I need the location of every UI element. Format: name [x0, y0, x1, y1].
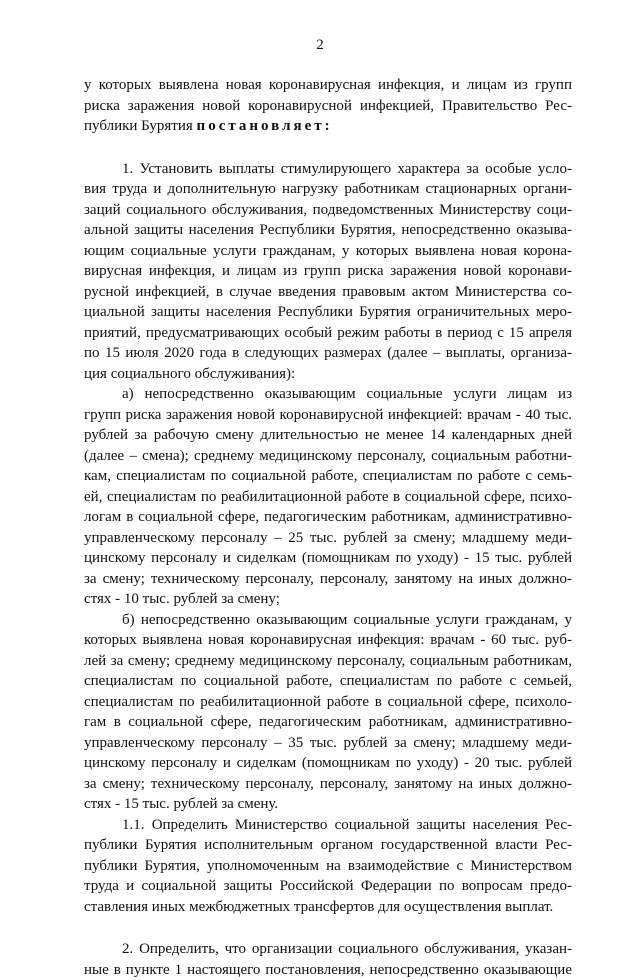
text-line: по 15 июля 2020 года в следующих размерах (далее – выплаты, организа-: [84, 343, 572, 364]
text-line: рублей за рабочую смену длительностью не менее 14 календарных дней: [84, 425, 572, 446]
text-line: публики Бурятия исполнительным органом государственной власти Рес-: [84, 835, 572, 856]
paragraph-1b: [84, 610, 572, 815]
text-line: специалистам по социальной работе, специалистам по работе с семьей,: [84, 671, 572, 692]
paragraph-1a: [84, 384, 572, 610]
text-line: альной защиты населения Республики Бурятия, непосредственно оказыва-: [84, 220, 572, 241]
text-line: 1.1. Определить Министерство социальной защиты населения Рес-: [84, 815, 572, 836]
text-line: заций социального обслуживания, подведомственных Министерству соци-: [84, 200, 572, 221]
intro-last-prefix: публики Бурятия: [84, 118, 197, 134]
text-line: цинскому персоналу и сиделкам (помощникам по уходу) - 15 тыс. рублей: [84, 548, 572, 569]
text-line: стях - 15 тыс. рублей за смену.: [84, 794, 572, 815]
text-line: риска заражения новой коронавирусной инфекцией, Правительство Рес-: [84, 96, 572, 117]
text-line: за смену; техническому персоналу, персоналу, занятому на иных должно-: [84, 774, 572, 795]
paragraph-1-1: [84, 815, 572, 918]
text-line: русной инфекцией, в случае введения правовым актом Министерства со-: [84, 282, 572, 303]
document-body: [84, 75, 572, 980]
text-line: управленческому персоналу – 25 тыс. рублей за смену; младшему меди-: [84, 528, 572, 549]
text-line: б) непосредственно оказывающим социальные услуги гражданам, у: [84, 610, 572, 631]
text-line: стях - 10 тыс. рублей за смену;: [84, 589, 572, 610]
text-line: гам в социальной сфере, педагогическим работникам, административно-: [84, 712, 572, 733]
decree-keyword: постановляет:: [197, 118, 333, 134]
text-line: публики Бурятия, уполномоченным на взаимодействие с Министерством: [84, 856, 572, 877]
text-line: 1. Установить выплаты стимулирующего характера за особые усло-: [84, 159, 572, 180]
text-line: групп риска заражения новой коронавирусной инфекцией: врачам - 40 тыс.: [84, 405, 572, 426]
text-line: цинскому персоналу и сиделкам (помощникам по уходу) - 20 тыс. рублей: [84, 753, 572, 774]
text-line: [84, 116, 572, 137]
text-line: циальной защиты населения Республики Бурятия ограничительных меро-: [84, 302, 572, 323]
text-line: 2. Определить, что организации социального обслуживания, указан-: [84, 939, 572, 960]
text-line: ей, специалистам по реабилитационной работе в социальной сфере, психо-: [84, 487, 572, 508]
text-line: вирусная инфекция, и лицам из групп риска заражения новой коронави-: [84, 261, 572, 282]
text-line: (далее – смена); среднему медицинскому персоналу, социальным работни-: [84, 446, 572, 467]
text-line: ющим социальные услуги гражданам, у которых выявлена новая корона-: [84, 241, 572, 262]
text-line: кам, специалистам по социальной работе, специалистам по работе с семь-: [84, 466, 572, 487]
text-line: труда и социальной защиты Российской Федерации по вопросам предо-: [84, 876, 572, 897]
text-line: логам в социальной сфере, педагогическим работникам, административно-: [84, 507, 572, 528]
page-number: 2: [0, 37, 640, 54]
text-line: вия труда и дополнительную нагрузку работникам стационарных органи-: [84, 179, 572, 200]
text-line: лей за смену; среднему медицинскому персоналу, социальным работникам,: [84, 651, 572, 672]
text-line: у которых выявлена новая коронавирусная инфекция, и лицам из групп: [84, 75, 572, 96]
text-line: ные в пункте 1 настоящего постановления, непосредственно оказывающие: [84, 960, 572, 980]
text-line: ставления иных межбюджетных трансфертов для осуществления выплат.: [84, 897, 572, 918]
text-line: специалистам по реабилитационной работе в социальной сфере, психоло-: [84, 692, 572, 713]
paragraph-2: [84, 939, 572, 980]
paragraph-1: [84, 159, 572, 385]
text-line: приятий, предусматривающих особый режим работы в период с 15 апреля: [84, 323, 572, 344]
text-line: ция социального обслуживания):: [84, 364, 572, 385]
text-line: управленческому персоналу – 35 тыс. рублей за смену; младшему меди-: [84, 733, 572, 754]
intro-paragraph: [84, 75, 572, 137]
text-line: за смену; техническому персоналу, персоналу, занятому на иных должно-: [84, 569, 572, 590]
text-line: которых выявлена новая коронавирусная инфекция: врачам - 60 тыс. руб-: [84, 630, 572, 651]
text-line: а) непосредственно оказывающим социальные услуги лицам из: [84, 384, 572, 405]
